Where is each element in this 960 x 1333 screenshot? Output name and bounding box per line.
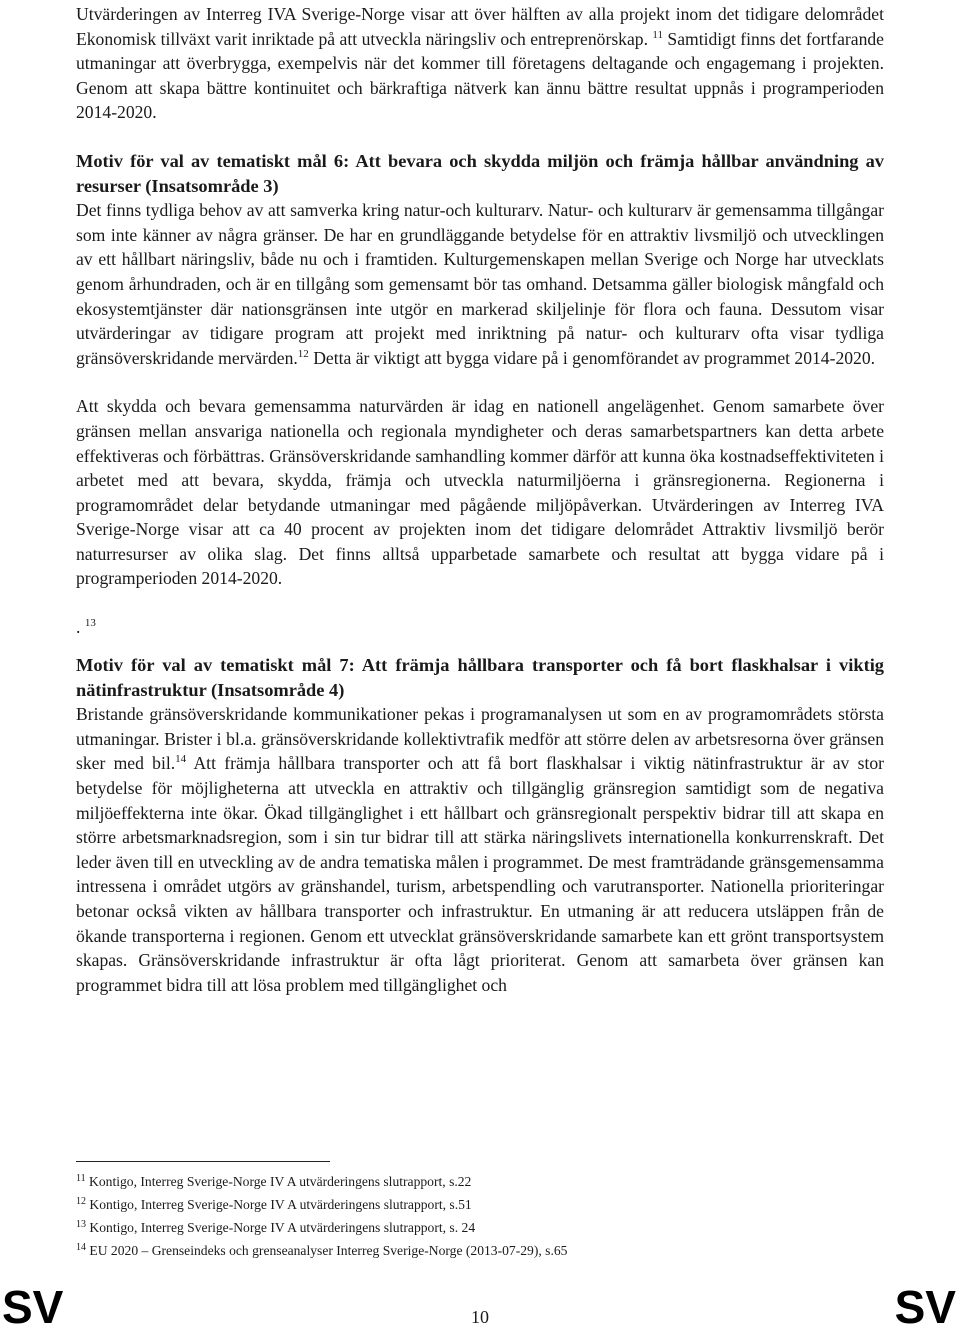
footnote-text: Kontigo, Interreg Sverige-Norge IV A utvärderingens slutrapport, s.22 (89, 1174, 472, 1189)
spacer (76, 370, 884, 394)
dot: . (76, 617, 81, 638)
section-6-text: Det finns tydliga behov av att samverka kring natur-och kulturarv. Natur- och kulturarv är gemensamma tillgångar som inte känner av några gränser. De har en grundläggande betydelse för en attraktiv livsmiljö och utvecklingen av ett hållbart näringsliv, både nu och i framtiden. Kulturgemenskapen mellan Sverige och Norge har utvecklats genom århundraden, och är en tillgång som gemensamt bör tas omhand. Detsamma gäller biologisk mångfald och ekosystemtjänster där nationsgränsen inte utgör en markerad skiljelinje för flora och fauna. Dessutom visar utvärderingar av tidigare program att projekt med inriktning på natur- och kulturarv ofta visar tydliga gränsöverskridande mervärden. (76, 200, 884, 368)
footnote-ref-13[interactable]: 13 (84, 617, 96, 630)
section-7-text-continued: Att främja hållbara transporter och att få bort flaskhalsar i viktig nätinfrastruktur är av stor betydelse för möjligheterna att utveckla en attraktiv och tillgänglig gränsregion samtidigt som de negativa miljöeffekterna inte ökar. Ökad tillgänglighet i ett hållbart och gränsregionalt perspektiv bidrar till att skapa en större arbetsmarknadsregion, som i sin tur bidrar till att stärka näringslivets internationella konkurrenskraft. Det leder även till en utveckling av de andra tematiska målen i programmet. De mest framträdande gränsgemensamma intressena i området utgörs av gränshandel, turism, arbetspendling och varutransporter. Nationella prioriteringar betonar också vikten av hållbara transporter och infrastruktur. En utmaning är att reducera utsläppen från de ökande transporterna i regionen. Genom ett utvecklat gränsöverskridande samarbete kan ett grönt transportsystem skapas. Gränsöverskridande infrastruktur är ofta lågt prioriterat. Genom att samarbeta över gränsen kan programmet bidra till att lösa problem med tillgänglighet och (76, 753, 884, 995)
intro-paragraph (76, 2, 884, 125)
footnote-separator (76, 1161, 330, 1162)
footnote-ref-14[interactable]: 14 (175, 753, 187, 766)
spacer (76, 591, 884, 615)
footnote-number: 13 (76, 1219, 86, 1230)
page-number: 10 (471, 1307, 489, 1327)
footnote-13 (76, 1216, 884, 1239)
intro-text-continued: Samtidigt finns det fortfarande utmaningar att överbrygga, exempelvis när det kommer till företagens deltagande och engagemang i projekten. Genom att skapa bättre kontinuitet och bärkraftiga nätverk kan ännu bättre resultat uppnås i programperioden 2014-2020. (76, 28, 884, 123)
language-label-right: SV (894, 1281, 956, 1333)
footnote-ref-11[interactable]: 11 (652, 28, 663, 41)
section-6-heading: Motiv för val av tematiskt mål 6: Att bevara och skydda miljön och främja hållbar användning av resurser (Insatsområde 3) (76, 150, 884, 196)
section-7-text: Bristande gränsöverskridande kommunikationer pekas i programanalysen ut som en av programområdets största utmaningar. Brister i bl.a. gränsöverskridande kollektivtrafik medför att större delen av arbetsresorna över gränsen sker med bil. (76, 704, 884, 774)
footnote-12 (76, 1193, 884, 1216)
stray-footnote-marker (76, 615, 884, 639)
section-6-paragraph-1 (76, 198, 884, 370)
spacer (76, 125, 884, 149)
spacer (76, 639, 884, 653)
footnote-11 (76, 1170, 884, 1193)
page-body (76, 2, 884, 997)
section-7-heading: Motiv för val av tematiskt mål 7: Att främja hållbara transporter och få bort flaskhalsar i viktig nätinfrastruktur (Insatsområde 4) (76, 655, 884, 700)
footnote-14 (76, 1239, 884, 1262)
section-7-paragraph-1 (76, 702, 884, 997)
footnote-number: 11 (76, 1173, 86, 1184)
section-6-text-continued: Detta är viktigt att bygga vidare på i genomförandet av programmet 2014-2020. (308, 347, 876, 368)
footnotes (76, 1170, 884, 1262)
footnote-text: Kontigo, Interreg Sverige-Norge IV A utvärderingens slutrapport, s. 24 (89, 1220, 476, 1235)
footnote-text: EU 2020 – Grenseindeks och grenseanalyser Interreg Sverige-Norge (2013-07-29), s.65 (89, 1243, 568, 1258)
footnote-text: Kontigo, Interreg Sverige-Norge IV A utvärderingens slutrapport, s.51 (89, 1197, 472, 1212)
footnote-number: 12 (76, 1196, 86, 1207)
intro-text: Utvärderingen av Interreg IVA Sverige-Norge visar att över hälften av alla projekt inom det tidigare delområdet Ekonomisk tillväxt varit inriktade på att utveckla näringsliv och entreprenörskap. (76, 4, 884, 49)
footnote-ref-12[interactable]: 12 (297, 347, 309, 360)
footnote-number: 14 (76, 1242, 86, 1253)
section-6-paragraph-2: Att skydda och bevara gemensamma naturvärden är idag en nationell angelägenhet. Genom samarbete över gränsen mellan ansvariga nationella och regionala myndigheter och deras samarbetspartners kan detta arbete effektiveras och förbättras. Gränsöverskridande samhandling kommer därför att kunna öka kostnadseffektiviteten i arbetet med att bevara, skydda, främja och utveckla naturmiljöerna i gränsregionerna. Regionerna i programområdet delar betydande utmaningar med pågående miljöpåverkan. Utvärderingen av Interreg IVA Sverige-Norge visar att ca 40 procent av projekten inom det tidigare delområdet Attraktiv livsmiljö berör naturresurser av olika slag. Det finns alltså upparbetade samarbete och resultat att bygga vidare på i programperioden 2014-2020. (76, 396, 884, 589)
language-label-left: SV (2, 1281, 64, 1333)
